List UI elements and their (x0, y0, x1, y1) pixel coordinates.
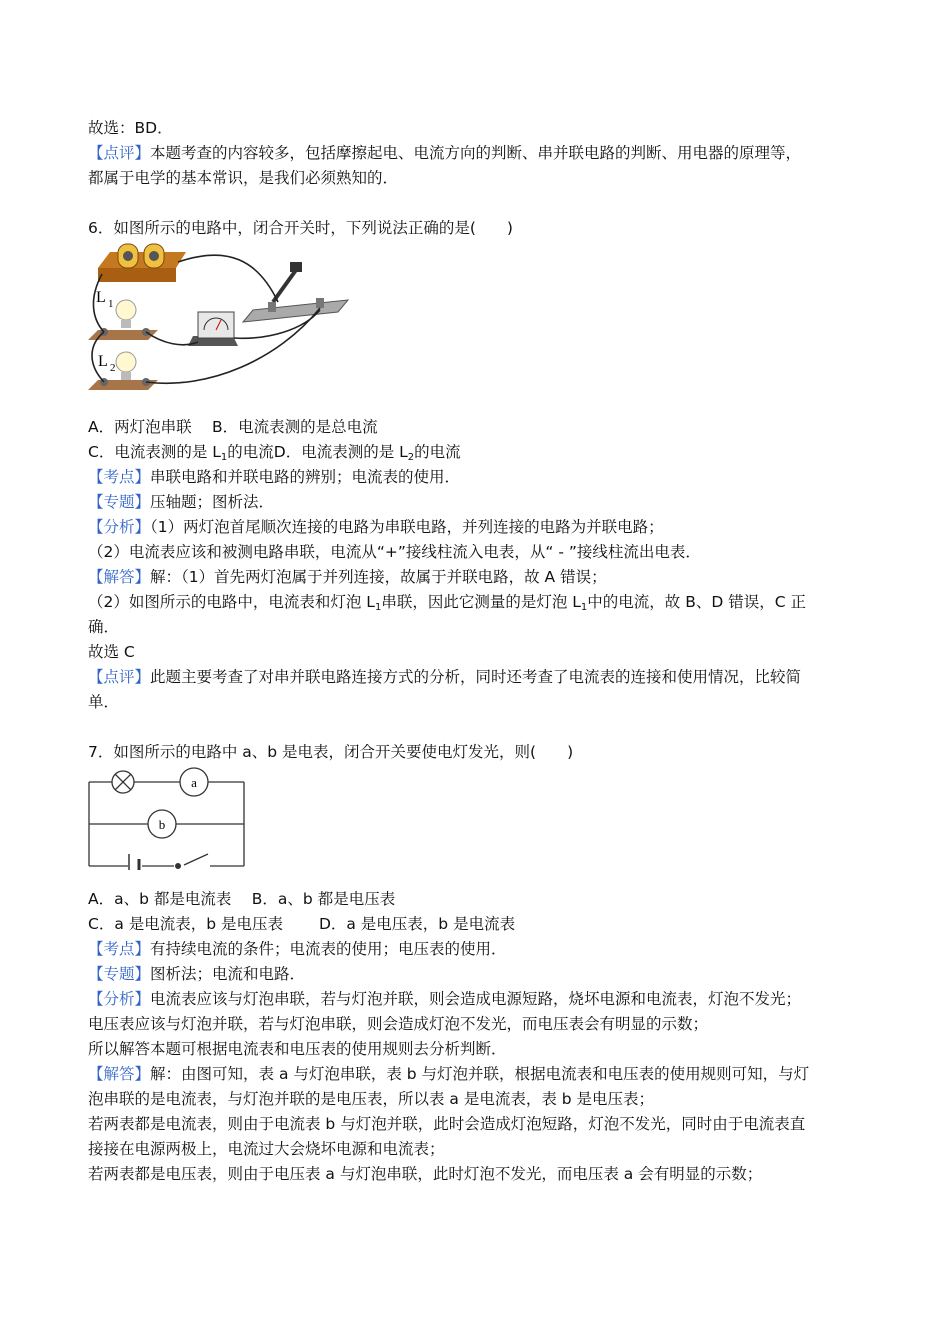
kaodian-tag: 【考点】 (88, 940, 151, 958)
q6-options-ab: A．两灯泡串联 B．电流表测的是总电流 (88, 418, 378, 436)
q7-fenxi-line-3: 所以解答本题可根据电流表和电压表的使用规则去分析判断． (88, 1040, 507, 1058)
comment-tag: 【点评】 (88, 668, 151, 686)
label-l2-sub: 2 (110, 362, 116, 374)
q6-options-cd (88, 441, 461, 469)
q6-kaodian (88, 466, 460, 488)
fenxi-text: （1）两灯泡首尾顺次连接的电路为串联电路，并列连接的电路为并联电路； (150, 518, 664, 536)
jieda-tag: 【解答】 (88, 568, 151, 586)
subscript: 2 (407, 452, 415, 463)
q6-jieda-line-1 (88, 566, 607, 588)
kaodian-text: 有持续电流的条件；电流表的使用；电压表的使用． (150, 940, 507, 958)
jieda-text: 中的电流，故 B、D 错误，C 正 (587, 593, 806, 611)
battery-symbol (129, 854, 139, 870)
q6-comment-line-1 (88, 666, 801, 688)
meter-a-label: a (191, 775, 197, 790)
q6-answer: 故选 C (88, 643, 135, 661)
q6-zhuanti (88, 491, 274, 513)
knife-switch (243, 262, 348, 322)
comment-tag: 【点评】 (88, 144, 151, 162)
option-d-text: 的电流D．电流表测的是 L (227, 443, 408, 461)
lamp-l1 (88, 300, 158, 340)
q5-comment-line-2: 都属于电学的基本常识，是我们必须熟知的． (88, 169, 399, 187)
jieda-tag: 【解答】 (88, 1065, 151, 1083)
fenxi-tag: 【分析】 (88, 518, 151, 536)
meter-b (148, 810, 176, 838)
zhuanti-text: 压轴题；图析法． (150, 493, 275, 511)
kaodian-text: 串联电路和并联电路的辨别；电流表的使用． (150, 468, 461, 486)
q6-comment-line-2: 单． (88, 693, 120, 711)
q7-stem: 7．如图所示的电路中 a、b 是电表，闭合开关要使电灯发光，则( ) (88, 743, 574, 761)
q5-comment-line-1 (88, 142, 801, 164)
label-l2: L (98, 353, 108, 370)
lamp-symbol (112, 771, 134, 793)
meter-a (180, 768, 208, 796)
q6-jieda-line-2 (88, 591, 806, 619)
label-l1-sub: 1 (108, 298, 114, 310)
fenxi-tag: 【分析】 (88, 990, 151, 1008)
zhuanti-text: 图析法；电流和电路． (150, 965, 306, 983)
comment-text: 此题主要考查了对串并联电路连接方式的分析，同时还考查了电流表的连接和使用情况，比较简 (150, 668, 802, 686)
q7-jieda-line-5: 若两表都是电压表，则由于电压表 a 与灯泡串联，此时灯泡不发光，而电压表 a 会有明显的示数； (88, 1165, 763, 1183)
q6-fenxi-line-2: （2）电流表应该和被测电路串联，电流从“+”接线柱流入电表，从“ - ”接线柱流出电表． (88, 543, 701, 561)
ammeter (188, 312, 238, 346)
q5-answer: 故选：BD． (88, 119, 173, 137)
subscript: 1 (374, 602, 382, 613)
q7-options-ab: A．a、b 都是电流表 B．a、b 都是电压表 (88, 890, 396, 908)
q7-options-cd: C．a 是电流表，b 是电压表 D．a 是电压表，b 是电流表 (88, 915, 516, 933)
option-d-tail: 的电流 (414, 443, 461, 461)
subscript: 1 (580, 602, 588, 613)
label-l1: L (96, 289, 106, 306)
q7-kaodian (88, 938, 507, 960)
q7-fenxi-line-1 (88, 988, 801, 1010)
switch-symbol (175, 863, 181, 869)
jieda-text: 解：由图可知，表 a 与灯泡串联，表 b 与灯泡并联，根据电流表和电压表的使用规则可知，与灯 (150, 1065, 810, 1083)
q6-circuit-figure (88, 240, 358, 396)
subscript: 1 (220, 452, 228, 463)
q7-jieda-line-1 (88, 1063, 809, 1085)
q7-fenxi-line-2: 电压表应该与灯泡并联，若与灯泡串联，则会造成灯泡不发光，而电压表会有明显的示数； (88, 1015, 709, 1033)
q7-jieda-line-2: 泡串联的是电流表，与灯泡并联的是电压表，所以表 a 是电流表，表 b 是电压表； (88, 1090, 655, 1108)
q7-jieda-line-3: 若两表都是电流表，则由于电流表 b 与灯泡并联，此时会造成灯泡短路，灯泡不发光，同时由于电流表直 (88, 1115, 806, 1133)
jieda-text: （2）如图所示的电路中，电流表和灯泡 L (88, 593, 375, 611)
zhuanti-tag: 【专题】 (88, 965, 151, 983)
q7-zhuanti (88, 963, 305, 985)
zhuanti-tag: 【专题】 (88, 493, 151, 511)
option-c-text: C．电流表测的是 L (88, 443, 221, 461)
q7-circuit-figure (86, 762, 248, 870)
kaodian-tag: 【考点】 (88, 468, 151, 486)
battery-pack (98, 244, 186, 282)
comment-text: 本题考查的内容较多，包括摩擦起电、电流方向的判断、串并联电路的判断、用电器的原理等， (150, 144, 802, 162)
fenxi-text: 电流表应该与灯泡串联，若与灯泡并联，则会造成电源短路，烧坏电源和电流表，灯泡不发光； (150, 990, 802, 1008)
q6-fenxi-line-1 (88, 516, 664, 538)
q6-jieda-line-3: 确． (88, 618, 120, 636)
jieda-text: 串联，因此它测量的是灯泡 L (381, 593, 581, 611)
q7-jieda-line-4: 接接在电源两极上，电流过大会烧坏电源和电流表； (88, 1140, 445, 1158)
q6-stem: 6．如图所示的电路中，闭合开关时，下列说法正确的是( ) (88, 219, 513, 237)
meter-b-label: b (158, 817, 166, 832)
jieda-text: 解：（1）首先两灯泡属于并列连接，故属于并联电路，故 A 错误； (150, 568, 607, 586)
